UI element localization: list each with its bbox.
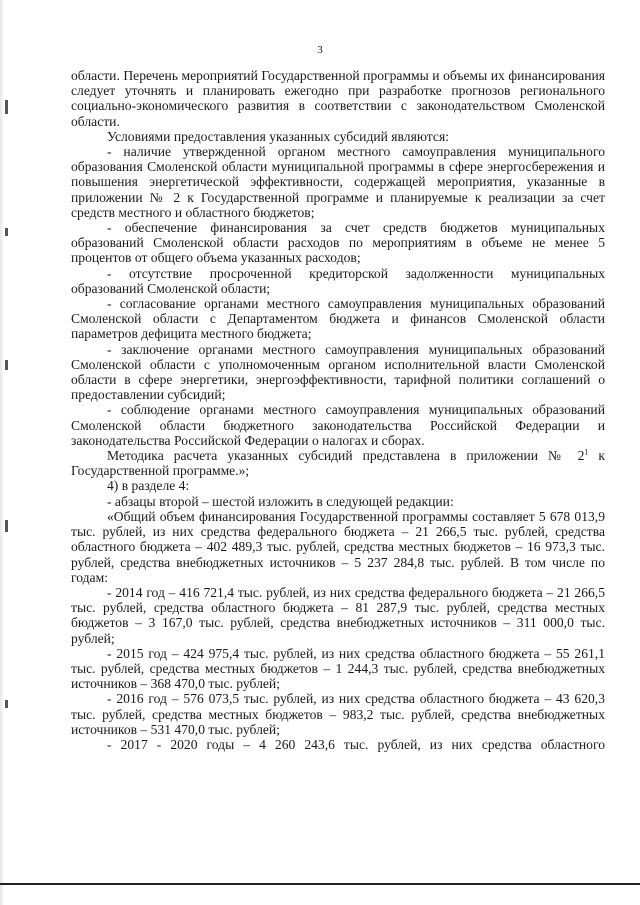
- document-body: [71, 68, 605, 752]
- paragraph: области. Перечень мероприятий Государственной программы и объемы их финансирования следует уточнять и планировать ежегодно при разработке прогнозов регионального социально-экономического развития в соответствии с законодательством Смоленской области.: [71, 68, 605, 129]
- scan-left-edge: [0, 0, 4, 905]
- scan-mark: [5, 360, 8, 370]
- paragraph: 4) в разделе 4:: [107, 478, 190, 494]
- list-item: - наличие утвержденной органом местного самоуправления муниципального образования Смоленской области муниципальной программы в сфере энергосбережения и повышения энергетической эффективности, содержащей мероприятия, указанные в приложении № 2 к Государственной программе и планируемые к реализации за счет средств местного и областного бюджетов;: [71, 144, 605, 220]
- list-item: - 2015 год – 424 975,4 тыс. рублей, из них средства областного бюджета – 55 261,1 тыс. рублей, средства местных бюджетов – 1 244,3 тыс. рублей, средства внебюджетных источников – 368 470,0 тыс. рублей;: [71, 645, 605, 692]
- bottom-rule: [0, 883, 640, 885]
- scan-mark: [5, 100, 8, 114]
- page-number: 3: [317, 44, 323, 56]
- paragraph: [71, 448, 605, 478]
- paragraph: - абзацы второй – шестой изложить в следующей редакции:: [107, 493, 454, 509]
- list-item: - 2016 год – 576 073,5 тыс. рублей, из них средства областного бюджета – 43 620,3 тыс. рублей, средства местных бюджетов – 983,2 тыс. рублей, средства внебюджетных источников – 531 470,0 тыс. рублей;: [71, 691, 605, 737]
- paragraph: «Общий объем финансирования Государственной программы составляет 5 678 013,9 тыс. рублей, из них средства федерального бюджета – 21 266,5 тыс. рублей, средства областного бюджета – 402 489,3 тыс. рублей, средства местных бюджетов – 16 973,3 тыс. рублей, средства внебюджетных источников – 5 237 284,8 тыс. рублей. В том числе по годам:: [71, 508, 605, 585]
- list-item: - согласование органами местного самоуправления муниципальных образований Смоленской области с Департаментом бюджета и финансов Смоленской области параметров дефицита местного бюджета;: [71, 296, 605, 342]
- list-item: - заключение органами местного самоуправления муниципальных образований Смоленской области с уполномоченным органом исполнительной власти Смоленской области в сфере энергетики, энергоэффективности, тарифной политики соглашений о предоставлении субсидий;: [71, 341, 605, 403]
- scan-mark: [5, 228, 8, 236]
- list-item: - 2017 - 2020 годы – 4 260 243,6 тыс. рублей, из них средства областного: [107, 736, 605, 752]
- superscript: 1: [584, 447, 589, 457]
- list-item: - соблюдение органами местного самоуправления муниципальных образований Смоленской области бюджетного законодательства Российской Федерации и законодательства Российской Федерации о налогах и сборах.: [71, 402, 605, 448]
- scan-mark: [5, 700, 8, 708]
- methodology-text: Методика расчета указанных субсидий представлена в приложении № 2: [107, 448, 585, 464]
- list-item: - 2014 год – 416 721,4 тыс. рублей, из них средства федерального бюджета – 21 266,5 тыс. рублей, средства областного бюджета – 81 287,9 тыс. рублей, средства местных бюджетов – 3 167,0 тыс. рублей, средства внебюджетных источников – 311 000,0 тыс. рублей;: [71, 584, 605, 646]
- list-item: - отсутствие просроченной кредиторской задолженности муниципальных образований Смоленской области;: [71, 265, 605, 296]
- methodology-tail: к Государственной программе.»;: [71, 448, 605, 479]
- list-item: - обеспечение финансирования за счет средств бюджетов муниципальных образований Смоленской области расходов по мероприятиям в объеме не менее 5 процентов от общего объема указанных расходов;: [71, 220, 605, 266]
- scan-mark: [5, 520, 8, 532]
- paragraph: Условиями предоставления указанных субсидий являются:: [107, 128, 449, 144]
